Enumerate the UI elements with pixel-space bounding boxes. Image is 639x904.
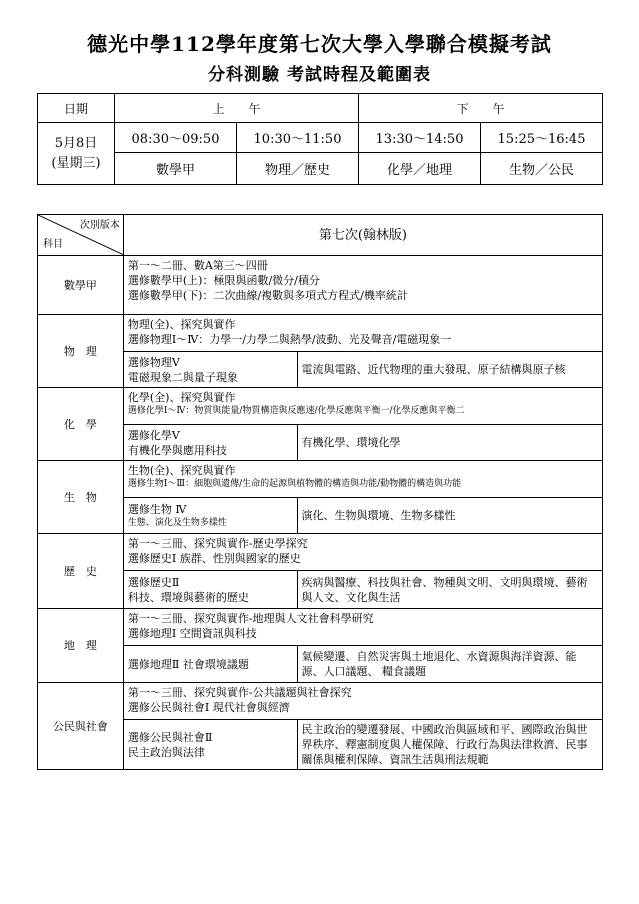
exam-date bbox=[38, 123, 115, 185]
elective-topics: 氣候變遷、自然災害與土地退化、水資源與海洋資源、能源、人口議題、 糧食議題 bbox=[297, 646, 602, 683]
time-slot: 08:30～09:50 bbox=[115, 123, 237, 153]
scope-content bbox=[123, 683, 602, 720]
elective-line: 電磁現象二與量子現象 bbox=[127, 370, 238, 384]
exam-date-weekday: (星期三) bbox=[51, 155, 101, 171]
slot-subject: 數學甲 bbox=[115, 153, 237, 185]
elective-cell bbox=[123, 498, 297, 534]
afternoon-header: 下 午 bbox=[359, 94, 603, 123]
slot-subject: 物理／歷史 bbox=[237, 153, 359, 185]
elective-line: 有機化學與應用科技 bbox=[127, 443, 227, 457]
time-slot: 10:30～11:50 bbox=[237, 123, 359, 153]
date-header: 日期 bbox=[38, 94, 115, 123]
exam-subtitle: 分科測驗 考試時程及範圍表 bbox=[208, 65, 431, 85]
morning-header: 上 午 bbox=[115, 94, 359, 123]
elective-topics: 民主政治的變遷發展、中國政治與區域和平、國際政治與世界秩序、釋憲制度與人權保障、行政行為與法律救濟、民事關係與權利保障、資訊生活與刑法規範 bbox=[297, 720, 602, 770]
scope-line: 選修地理Ⅰ 空間資訊與科技 bbox=[127, 627, 257, 640]
scope-line: 生物(全)、探究與實作 bbox=[127, 464, 236, 477]
scope-content bbox=[123, 388, 602, 425]
scope-line: 選修數學甲(下)：二次曲線/複數與多項式方程式/機率統計 bbox=[127, 289, 408, 302]
subject-name: 生 物 bbox=[38, 461, 124, 534]
elective-cell bbox=[123, 571, 297, 609]
scope-line: 第一～三冊、探究與實作-歷史學探究 bbox=[127, 537, 308, 550]
scope-line: 物理(全)、探究與實作 bbox=[127, 318, 236, 331]
elective-line: 選修歷史Ⅱ bbox=[127, 575, 180, 589]
scope-content bbox=[123, 256, 602, 315]
scope-content bbox=[123, 609, 602, 646]
subject-name: 數學甲 bbox=[38, 256, 124, 315]
elective-line: 選修化學Ⅴ bbox=[127, 428, 180, 442]
subject-name: 物 理 bbox=[38, 315, 124, 388]
scope-content bbox=[123, 461, 602, 498]
elective-line: 生態、演化及生物多樣性 bbox=[127, 517, 227, 528]
scope-line: 選修化學Ⅰ～Ⅳ：物質與能量/物質構造與反應速/化學反應與平衡一/化學反應與平衡二 bbox=[127, 406, 465, 416]
time-slot: 13:30～14:50 bbox=[359, 123, 481, 153]
elective-line: 科技、環境與藝術的歷史 bbox=[127, 590, 249, 604]
scope-line: 第一～二冊、數A第三～四冊 bbox=[127, 259, 268, 272]
elective-cell bbox=[123, 646, 297, 683]
scope-line: 第一～三冊、探究與實作-地理與人文社會科學研究 bbox=[127, 612, 374, 625]
scope-header: 第七次(翰林版) bbox=[123, 215, 602, 256]
subject-name: 地 理 bbox=[38, 609, 124, 683]
subject-name: 化 學 bbox=[38, 388, 124, 461]
scope-table bbox=[37, 214, 603, 770]
scope-content bbox=[123, 315, 602, 352]
elective-line: 選修地理Ⅱ 社會環境議題 bbox=[127, 657, 249, 671]
exam-title: 德光中學112學年度第七次大學入學聯合模擬考試 bbox=[87, 32, 552, 56]
scope-line: 選修公民與社會Ⅰ 現代社會與經濟 bbox=[127, 701, 290, 714]
subject-name: 公民與社會 bbox=[38, 683, 124, 770]
scope-line: 選修生物Ⅰ～Ⅲ：細胞與遺傳/生命的起源與植物體的構造與功能/動物體的構造與功能 bbox=[127, 479, 462, 489]
slot-subject: 生物／公民 bbox=[481, 153, 603, 185]
elective-line: 選修生物 Ⅳ bbox=[127, 502, 187, 516]
scope-line: 選修物理Ⅰ～Ⅳ：力學一/力學二與熱學/波動、光及聲音/電磁現象一 bbox=[127, 333, 452, 346]
exam-date-day: 5月8日 bbox=[54, 135, 98, 151]
elective-cell bbox=[123, 425, 297, 461]
elective-topics: 疾病與醫療、科技與社會、物種與文明、文明與環境、藝術與人文、文化與生活 bbox=[297, 571, 602, 609]
scope-line: 選修數學甲(上)：極限與函數/微分/積分 bbox=[127, 274, 320, 287]
elective-topics: 電流與電路、近代物理的重大發現、原子結構與原子核 bbox=[297, 352, 602, 388]
scope-line: 第一～三冊、探究與實作-公共議題與社會探究 bbox=[127, 686, 352, 699]
elective-topics: 演化、生物與環境、生物多樣性 bbox=[297, 498, 602, 534]
scope-content bbox=[123, 534, 602, 571]
elective-line: 民主政治與法律 bbox=[127, 745, 205, 759]
corner-bottom-label: 科目 bbox=[43, 239, 63, 250]
elective-line: 選修物理Ⅴ bbox=[127, 355, 180, 369]
elective-cell bbox=[123, 720, 297, 770]
elective-line: 選修公民與社會Ⅱ bbox=[127, 730, 213, 744]
time-slot: 15:25～16:45 bbox=[481, 123, 603, 153]
corner-cell bbox=[38, 215, 124, 256]
slot-subject: 化學／地理 bbox=[359, 153, 481, 185]
subject-name: 歷 史 bbox=[38, 534, 124, 609]
schedule-table bbox=[37, 93, 603, 185]
elective-cell bbox=[123, 352, 297, 388]
elective-topics: 有機化學、環境化學 bbox=[297, 425, 602, 461]
scope-line: 化學(全)、探究與實作 bbox=[127, 391, 236, 404]
scope-line: 選修歷史Ⅰ 族群、性別與國家的歷史 bbox=[127, 552, 301, 565]
corner-top-label: 次別版本 bbox=[79, 220, 120, 231]
